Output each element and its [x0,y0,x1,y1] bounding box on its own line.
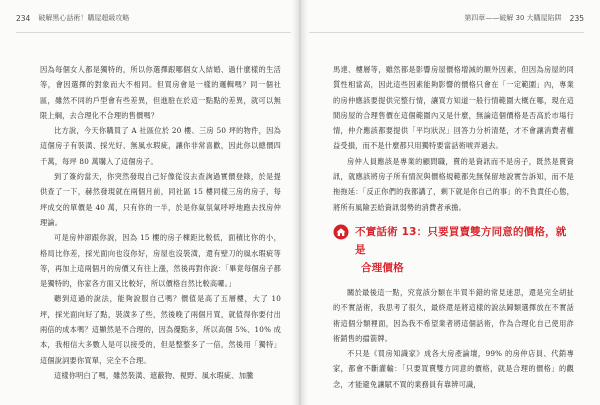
right-paragraph-1: 馬達、樓層等，雖然都是影響房屋價格增減的額外因素，但因為房屋的同質性相當高，因此這些因素能夠影響的價格只會在「一定範圍」內，專業的房仲應該要提供完整行情，讓買方知道一般行情範圍大概在哪，現在這間房屋的合理售價在這個範圍內又是什麼，無論這個價格是否高於市場行情，仲介應該都要提供「平均狀況」回答力分析清楚，才不會讓消費者權益受損，而不是什麼都只用獨特要當話術唬弄過去。 [333,65,574,151]
left-paragraph-5: 聽到這過的說法，能夠說服自己嗎？價值是高了五層樓，大了 10 坪，採光面向好了點，裝潢多了些，然後晚了兩個月買，就值得你要付出兩倍的成本嗎？這顯然是不合理的，因為優點多，所以高個 5%、10% 成本，我相信大多數人是可以接受的，但是整整多了一倍，然後用「獨特」這個說詞要你買單，完全不合理。 [40,294,281,365]
right-page-header [464,8,584,28]
right-paragraph-4: 不只是《買房知識家》成各大房產論壇，99% 的房仲店員、代銷專家，都會不斷灌輸：「只要買賣雙方同意的價格，就是合理的價格」的觀念，才能避免讓賦不買的業務員有靠辨可識， [333,349,574,389]
right-running-head: 第四章——破解 30 大購屋陷阱 [464,14,562,22]
left-paragraph-2: 比方說，今天你購買了 A 社區位於 20 樓、三房 50 坪的物件，因為這個房子有裝潢、採光好、無風水瑕疵，讓你非常喜歡，因此你以總價四千萬，每坪 80 萬購入了這個房子。 [40,126,281,166]
right-page-number: 235 [569,13,584,23]
left-paragraph-1: 因為每個女人都是獨特的，所以你選擇跟哪個女人結婚、過什麼樣的生活等，會因選擇的對象而大不相同。但買房會是一樣的邏輯嗎？同一個社區，雖然不同的戶型會有些差異，但進駐在於這一點點的差異，就可以無限上綱，去合理化不合理的售價嗎？ [40,65,281,120]
heading-line-2: 合理價格 [361,261,404,274]
left-running-head: 破解黑心話術！購屋超級攻略 [38,14,130,22]
left-paragraph-3: 到了簽約當天，你突然發現自己好像從沒去查詢過實價登錄，於是提供查了一下，赫然發現就在兩個月前，同社區 15 樓同樣三房的房子，每坪成交的單價是 40 萬，只有你的一半，於是你氣氛氣呼呼地跑去找房仲理論。 [40,172,281,227]
right-header-rule [309,32,584,33]
right-paragraph-2: 房仲人員應該是專業的顧問職，賣的是資訊而不是房子，既然是賣資訊，就應該將房子所有情況與價格規範都先無保留地說實告訴知，而不是拖拖延：「反正你們的我都講了，剩下就是你自己的事」的不負責任心態，將所有風險丟給資訊弱勢的消費者承擔。 [333,156,574,212]
left-paragraph-6: 這樣你明白了嗎，雖然裝潢、遮蔽物、視野、風水瑕疵、加騰 [54,370,254,380]
left-header-rule [16,32,291,33]
section-heading [333,223,574,277]
red-house-badge-icon [333,224,349,240]
right-page-body [333,62,574,392]
heading-prefix: 不實話術 13： [355,225,428,238]
right-paragraph-3: 關於最後這一點，究竟該分類在半買半錯的常見迷思，還是完全胡扯的不實話術，我思考了很久，最終還是將這樣的說法歸類選擇放在不實話術這個分類裡面，因為我不希望業者將這個話術，作為合理化自己使用詐術銷售的擋箭牌。 [333,287,574,343]
left-page-number: 234 [16,13,31,23]
heading-line-1: 只要買賣雙方同意的價格，就是 [355,225,567,256]
left-paragraph-4: 可是房仲卻跟你說，因為 15 樓的房子棟距比較低，面積比你的小，格局比你差，採光面向也沒你好，房屋也沒裝潢，還有壁刀的風水瑕疵等等，再加上這兩個月的房價又有往上漲，然後再對你說：「畢竟每個房子都是獨特的，你家各方面又比較好，所以價格自然比較高囉。」 [40,233,281,289]
left-page [0,0,299,405]
left-page-header [16,8,129,28]
right-page [301,0,600,405]
book-gutter-shadow [292,0,308,405]
left-page-body [40,62,281,383]
